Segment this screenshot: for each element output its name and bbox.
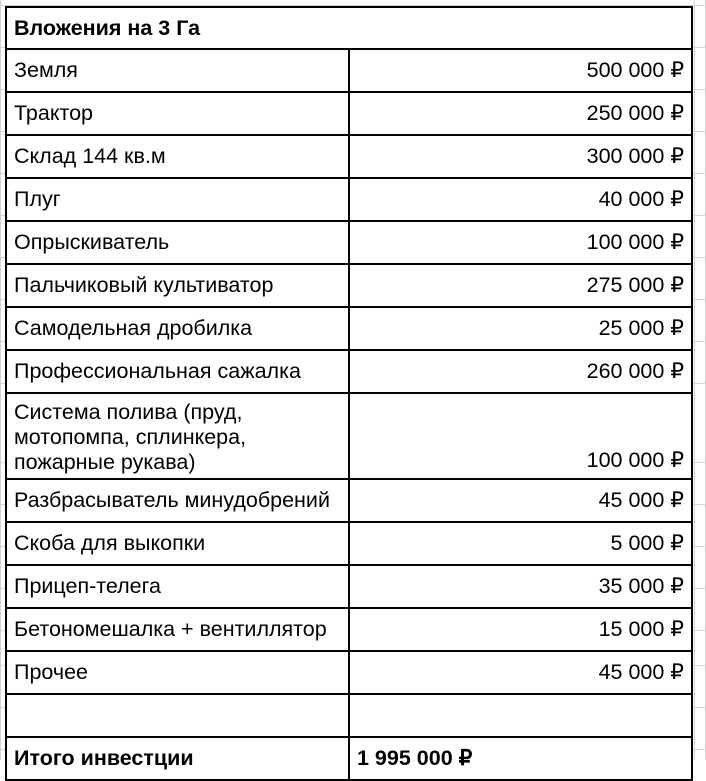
row-value: 100 000 ₽ — [349, 393, 692, 479]
row-value: 500 000 ₽ — [349, 49, 692, 92]
row-label: Разбрасыватель минудобрений — [6, 479, 349, 522]
table-row[interactable] — [6, 608, 692, 651]
table-row[interactable] — [6, 49, 692, 92]
table-row[interactable] — [6, 565, 692, 608]
row-label: Система полива (пруд, мотопомпа, сплинкера, пожарные рукава) — [6, 393, 349, 479]
row-value: 275 000 ₽ — [349, 264, 692, 307]
row-value: 45 000 ₽ — [349, 651, 692, 694]
row-value: 5 000 ₽ — [349, 522, 692, 565]
row-label: Самодельная дробилка — [6, 307, 349, 350]
investments-table — [5, 6, 693, 781]
spacer-label-cell — [6, 694, 349, 737]
table-row[interactable] — [6, 135, 692, 178]
row-label: Опрыскиватель — [6, 221, 349, 264]
row-value: 35 000 ₽ — [349, 565, 692, 608]
table-spacer-row[interactable] — [6, 694, 692, 737]
row-value: 260 000 ₽ — [349, 350, 692, 393]
spacer-value-cell — [349, 694, 692, 737]
row-label: Плуг — [6, 178, 349, 221]
table-header-row — [6, 7, 692, 49]
table-row[interactable] — [6, 350, 692, 393]
row-label: Прицеп-телега — [6, 565, 349, 608]
table-row[interactable] — [6, 178, 692, 221]
row-label: Пальчиковый культиватор — [6, 264, 349, 307]
row-value: 15 000 ₽ — [349, 608, 692, 651]
row-label: Прочее — [6, 651, 349, 694]
row-label: Скоба для выкопки — [6, 522, 349, 565]
investments-table-container — [5, 6, 693, 781]
row-value: 250 000 ₽ — [349, 92, 692, 135]
row-value: 300 000 ₽ — [349, 135, 692, 178]
table-row[interactable] — [6, 522, 692, 565]
total-value: 1 995 000 ₽ — [349, 737, 692, 780]
table-row[interactable] — [6, 479, 692, 522]
table-body — [6, 7, 692, 780]
table-title-cell: Вложения на 3 Га — [6, 7, 692, 49]
row-value: 100 000 ₽ — [349, 221, 692, 264]
table-total-row[interactable] — [6, 737, 692, 780]
row-value: 40 000 ₽ — [349, 178, 692, 221]
table-row[interactable] — [6, 651, 692, 694]
row-label: Трактор — [6, 92, 349, 135]
table-row[interactable] — [6, 393, 692, 479]
table-row[interactable] — [6, 264, 692, 307]
row-label: Бетономешалка + вентиллятор — [6, 608, 349, 651]
row-value: 45 000 ₽ — [349, 479, 692, 522]
row-label: Профессиональная сажалка — [6, 350, 349, 393]
total-label: Итого инвестции — [6, 737, 349, 780]
table-row[interactable] — [6, 307, 692, 350]
table-row[interactable] — [6, 92, 692, 135]
row-value: 25 000 ₽ — [349, 307, 692, 350]
table-row[interactable] — [6, 221, 692, 264]
row-label: Земля — [6, 49, 349, 92]
row-label: Склад 144 кв.м — [6, 135, 349, 178]
